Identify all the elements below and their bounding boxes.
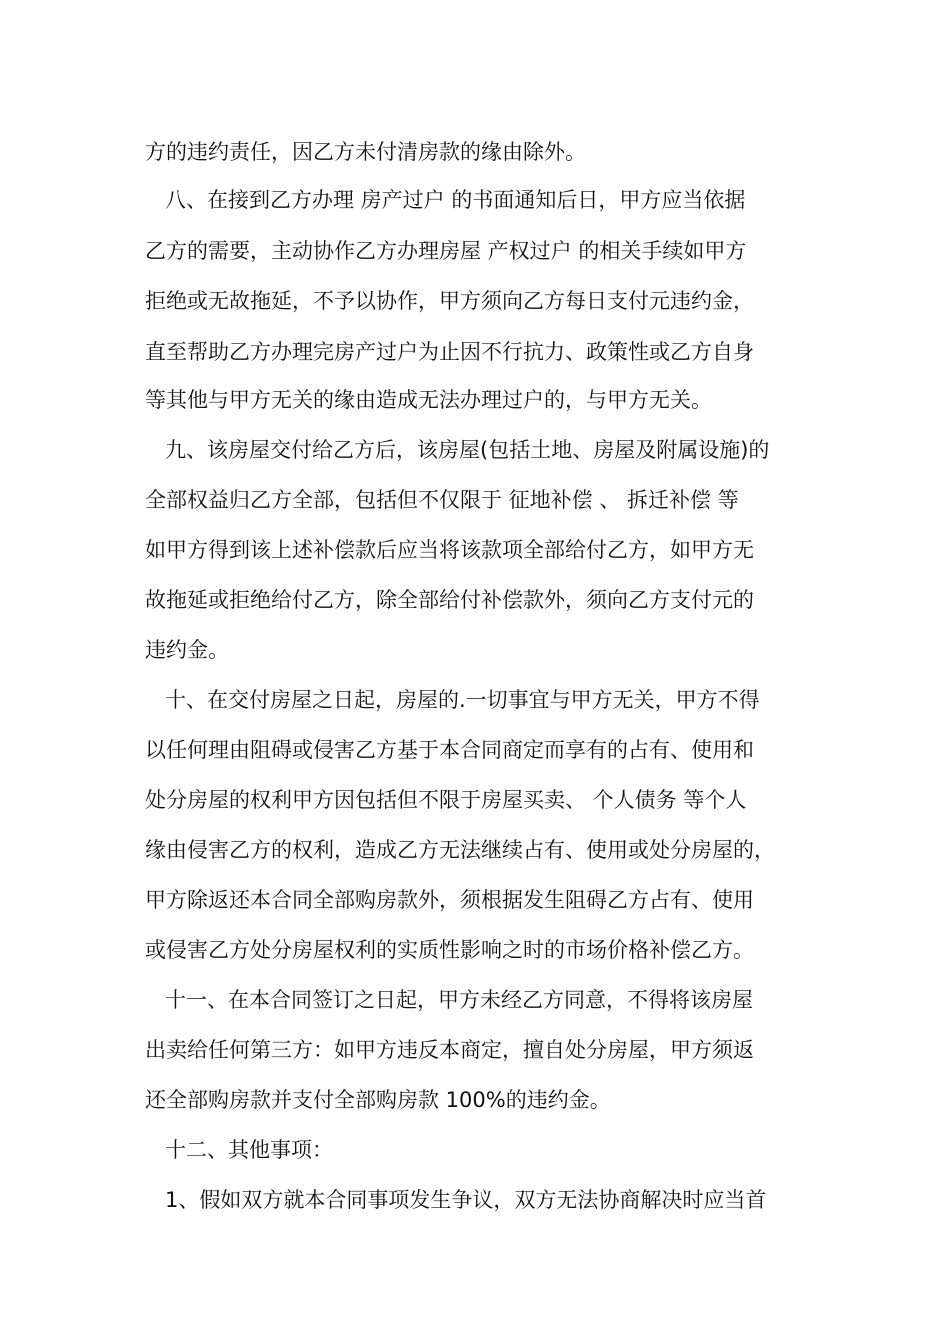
paragraph-line: 乙方的需要，主动协作乙方办理房屋 产权过户 的相关手续如甲方: [145, 239, 747, 263]
paragraph-line: 处分房屋的权利甲方因包括但不限于房屋买卖、 个人债务 等个人: [145, 788, 747, 812]
paragraph-line: 甲方除返还本合同全部购房款外，须根据发生阻碍乙方占有、使用: [145, 888, 754, 912]
paragraph-line: 如甲方得到该上述补偿款后应当将该款项全部给付乙方，如甲方无: [145, 538, 754, 562]
clause-12-item-1: 1、假如双方就本合同事项发生争议，双方无法协商解决时应当首: [165, 1188, 767, 1212]
paragraph-line: 缘由侵害乙方的权利，造成乙方无法继续占有、使用或处分房屋的，: [145, 838, 775, 862]
paragraph-line: 等其他与甲方无关的缘由造成无法办理过户的，与甲方无关。: [145, 388, 712, 412]
clause-10-line: 十、在交付房屋之日起，房屋的.一切事宜与甲方无关，甲方不得: [165, 688, 760, 712]
paragraph-line: 直至帮助乙方办理完房产过户为止因不行抗力、政策性或乙方自身: [145, 340, 754, 364]
paragraph-line: 全部权益归乙方全部，包括但不仅限于 征地补偿 、 拆迁补偿 等: [145, 488, 739, 512]
clause-8-line: 八、在接到乙方办理 房产过户 的书面通知后日，甲方应当依据: [165, 188, 746, 212]
paragraph-line: 还全部购房款并支付全部购房款 100%的违约金。: [145, 1088, 611, 1112]
paragraph-line: 以任何理由阻碍或侵害乙方基于本合同商定而享有的占有、使用和: [145, 738, 754, 762]
paragraph-line: 故拖延或拒绝给付乙方，除全部给付补偿款外，须向乙方支付元的: [145, 588, 754, 612]
clause-9-line: 九、该房屋交付给乙方后，该房屋(包括土地、房屋及附属设施)的: [165, 438, 770, 462]
paragraph-line: 方的违约责任，因乙方未付清房款的缘由除外。: [145, 140, 586, 164]
paragraph-line: 出卖给任何第三方：如甲方违反本商定，擅自处分房屋，甲方须返: [145, 1038, 754, 1062]
paragraph-line: 或侵害乙方处分房屋权利的实质性影响之时的市场价格补偿乙方。: [145, 938, 754, 962]
clause-11-line: 十一、在本合同签订之日起，甲方未经乙方同意，不得将该房屋: [165, 988, 753, 1012]
paragraph-line: 违约金。: [145, 638, 229, 662]
clause-12-heading: 十二、其他事项：: [165, 1138, 333, 1162]
paragraph-line: 拒绝或无故拖延，不予以协作，甲方须向乙方每日支付元违约金，: [145, 289, 754, 313]
